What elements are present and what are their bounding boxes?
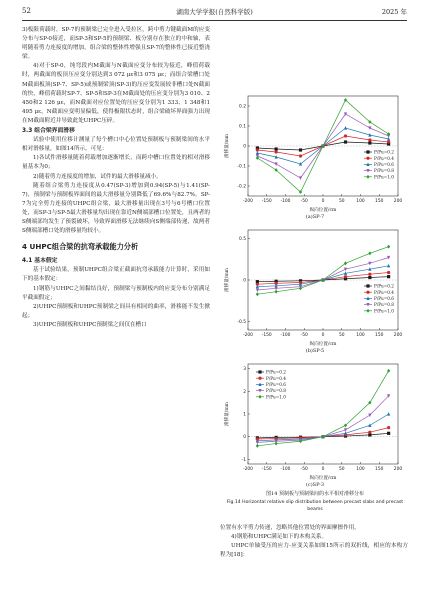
x-tick-label: 150: [375, 333, 384, 338]
y-tick-label: 1: [243, 412, 246, 418]
data-point: [344, 275, 347, 278]
y-tick-label: 0.1: [239, 124, 246, 130]
data-point: [368, 431, 371, 434]
data-point: [344, 134, 347, 137]
y-tick-label: 0.5: [239, 236, 246, 242]
x-tick-label: -100: [280, 333, 291, 338]
data-point: [368, 423, 371, 427]
x-tick-label: -150: [261, 199, 272, 204]
x-tick-label: 50: [338, 333, 345, 338]
legend-entry: [364, 162, 394, 167]
data-point: [256, 151, 259, 155]
data-point: [258, 377, 261, 380]
legend-entry: [364, 156, 394, 161]
data-point: [256, 292, 259, 296]
caption-cn: 图14 预制板与预制梁间的水平相对滑移分布: [266, 491, 364, 497]
paragraph: 2)UHPC预制板和UHPC预制梁之间具有相同的曲率，滑移能不发生掀起；: [22, 303, 210, 319]
x-tick-label: 150: [375, 467, 384, 472]
y-axis-label: 滑移量/mm: [225, 133, 230, 159]
section-heading: 3.3 组合梁界面滑移: [22, 128, 75, 135]
x-tick-label: -200: [243, 333, 253, 338]
x-tick-label: 50: [338, 199, 345, 204]
x-tick-label: 200: [393, 333, 403, 338]
data-point: [258, 370, 261, 373]
x-tick-label: -150: [261, 467, 272, 472]
data-point: [387, 426, 390, 429]
legend-label: P/Pu=0.6: [374, 296, 394, 301]
legend-entry: [364, 284, 394, 289]
y-axis-label: 滑移量/mm: [225, 401, 230, 427]
legend-entry: [256, 370, 286, 375]
data-point: [299, 148, 302, 151]
left-column: [22, 26, 210, 330]
y-tick-label: 3: [243, 367, 246, 373]
x-tick-label: -150: [261, 333, 272, 338]
paragraph: 位置有水平剪力传递，忽略其他位置处的界面摩擦作用。: [220, 525, 360, 531]
section-heading: 4.1 基本假定: [22, 258, 58, 265]
paragraph: 3)UHPC预制板和UHPC预制梁之间仅在槽口: [33, 321, 147, 328]
data-point: [275, 150, 278, 153]
legend-label: P/Pu=1.0: [374, 308, 394, 314]
panel-label-b: (b)SP-5: [305, 348, 325, 354]
legend-label: P/Pu=0.8: [374, 302, 394, 308]
legend-label: P/Pu=1.0: [374, 174, 394, 180]
figure-14: [222, 90, 408, 488]
data-point: [299, 154, 302, 157]
paragraph: 4)钢筋和UHPC满足如下的本构关系。: [231, 534, 328, 541]
data-point: [387, 271, 390, 274]
paragraph: 试验中使用位移计测量了每个槽口中心位置处预制板与预制梁间的水平相对滑移量，如图14所示。可见：: [22, 137, 210, 153]
journal-title: 湖南大学学报(自然科学版): [176, 8, 253, 16]
legend-entry: [364, 168, 394, 173]
data-point: [299, 176, 302, 180]
data-point: [366, 150, 369, 153]
x-tick-label: 100: [356, 333, 365, 338]
data-point: [275, 162, 278, 166]
data-point: [366, 175, 369, 179]
x-tick-label: -200: [243, 467, 253, 472]
x-tick-label: 200: [393, 467, 403, 472]
x-tick-label: -100: [280, 199, 291, 204]
y-tick-label: -0.1: [237, 164, 246, 170]
data-point: [275, 442, 278, 446]
data-point: [366, 157, 369, 160]
data-point: [275, 147, 278, 150]
data-point: [368, 276, 371, 279]
y-tick-label: 2: [243, 389, 246, 395]
legend-entry: [364, 150, 394, 155]
data-point: [387, 264, 390, 268]
legend-entry: [364, 308, 394, 313]
legend-label: P/Pu=0.8: [266, 388, 286, 394]
data-point: [275, 290, 278, 294]
legend-label: P/Pu=0.8: [374, 168, 394, 174]
legend-label: P/Pu=0.4: [374, 155, 394, 161]
legend-label: P/Pu=0.4: [374, 289, 394, 295]
legend-entry: [364, 290, 394, 295]
legend-label: P/Pu=0.6: [374, 162, 394, 167]
paragraph: 4)对于SP-0，纯弯段内M截面与N截面应变分布较为接近，峰值荷载时，两截面的板顶压应变分别达到3 072 με和3 075 με；而组合梁槽口处M截面板顶(SP-7、SP-5)或预制梁顶(SP-3)的压应变发展较非槽口处N截面的快，峰值荷载时SP-7、SP-5和SP-3在M截面处的压应变分别为3 010、2 450和2 126 με，而N截面对应位置处的压应变分别为1 333、1 348和1 495 με，N截面应变明显偏低，使得极限状态时，组合梁破坏界面强力出现在M截面附近并导致此处UHPC压碎。: [22, 63, 210, 124]
paragraph: 2)随着剪力连接度的增加，试件的最大滑移量减小。: [33, 173, 162, 180]
legend-label: P/Pu=1.0: [266, 394, 286, 400]
legend-label: P/Pu=0.2: [374, 149, 394, 155]
data-point: [344, 261, 347, 265]
x-tick-label: 100: [356, 199, 365, 204]
x-tick-label: -50: [300, 199, 308, 204]
y-tick-label: 0.2: [239, 104, 246, 110]
y-tick-label: 0: [243, 278, 246, 284]
journal-year: 2025 年: [381, 8, 407, 16]
paragraph: 1)各试件滑移量随着荷载增加逐渐增长，而跨中槽口位置处的相对滑移量基本为0；: [22, 155, 210, 171]
x-tick-label: 50: [338, 467, 345, 472]
data-point: [387, 245, 390, 249]
data-point: [368, 433, 371, 436]
chart-sp7: [222, 90, 408, 214]
x-tick-label: 150: [375, 199, 384, 204]
right-column: [220, 524, 408, 560]
header-rule: [22, 20, 407, 21]
chart-sp3: [222, 358, 408, 482]
y-tick-label: 0: [243, 435, 246, 441]
data-point: [387, 432, 390, 435]
legend-entry: [256, 394, 286, 399]
data-point: [366, 284, 369, 287]
section-heading: 4 UHPC组合梁的抗弯承载能力分析: [22, 242, 139, 252]
panel-label-a: (a)SP-7: [305, 214, 325, 220]
y-tick-label: -0.5: [237, 320, 246, 326]
data-point: [368, 141, 371, 144]
data-point: [366, 291, 369, 294]
figure-caption: [222, 491, 408, 514]
legend-label: P/Pu=0.6: [266, 382, 286, 387]
paragraph: UHPC单轴受压的应力-应变关系如图15所示的双折线，相应的本构方程为[18]：: [220, 543, 408, 559]
x-axis-label: 纵向位置/cm: [309, 476, 337, 481]
panel-label-c: (c)SP-3: [305, 482, 325, 488]
chart-sp5: [222, 224, 408, 348]
data-point: [344, 126, 347, 130]
x-tick-label: -50: [300, 333, 308, 338]
x-tick-label: 0: [321, 467, 325, 472]
data-point: [344, 140, 347, 143]
x-axis-label: 纵向位置/cm: [309, 208, 337, 213]
x-tick-label: -100: [280, 467, 291, 472]
legend-entry: [364, 174, 394, 179]
legend-entry: [256, 376, 286, 381]
paragraph: 1)钢筋与UHPC之间黏结良好，预制梁与预制板内的应变分布分别满足平截面假定；: [22, 285, 210, 301]
x-tick-label: -200: [243, 199, 253, 204]
legend-label: P/Pu=0.2: [374, 283, 394, 289]
data-point: [368, 138, 371, 141]
x-tick-label: 0: [321, 333, 325, 338]
data-point: [258, 395, 261, 399]
data-point: [387, 412, 390, 416]
page-header: [22, 5, 407, 17]
y-axis-label: 滑移量/mm: [225, 267, 230, 293]
data-point: [256, 444, 259, 448]
legend-entry: [364, 302, 394, 307]
caption-en: Fig.14 Horizontal relative slip distribution between precast slabs and precast beams: [226, 499, 404, 513]
legend-entry: [256, 382, 286, 387]
data-point: [368, 273, 371, 276]
legend-label: P/Pu=0.2: [266, 369, 286, 375]
y-tick-label: -1: [241, 457, 246, 463]
legend-entry: [256, 388, 286, 393]
x-tick-label: 200: [393, 199, 403, 204]
x-tick-label: 0: [321, 199, 325, 204]
paragraph: 随着组合梁剪力连接度从0.47(SP-3)增加到0.94(SP-5)与1.41(SP-7)，预制梁与预制板界面间的最大滑移量分别降低了69.6%与82.7%。SP-7为完全剪力连接的UHPC组合梁，最大滑移量出现在3号与6号槽口位置处，而SP-3与SP-5最大滑移量均出现在靠近N侧端部槽口位置处，且两者的S侧端部均发生了预裂破坏，导致界面滑移无法继续向S侧端部传递，故两者S侧端部槽口处的滑移量均较小。: [22, 182, 210, 235]
paragraph: 基于试验结果，预制UHPC组合梁正截面抗弯承载能力计算时，采用如下的基本假定：: [22, 267, 210, 283]
data-point: [387, 275, 390, 278]
page-number: 52: [22, 7, 31, 15]
x-tick-label: -50: [300, 467, 308, 472]
data-point: [387, 140, 390, 143]
legend-entry: [364, 296, 394, 301]
paragraph: 3)板限荷载时，SP-7的预制梁已完全进入受拉区，跨中剪力键截面M的应变分布与SP-0接近，而SP-3和SP-5的预制梁、板分别存在独立的中和轴，表明随着剪力连接度的增加，组合梁的整体性增强且SP-7的整体性已接近整浇梁。: [22, 27, 210, 61]
data-point: [368, 251, 371, 255]
x-tick-label: 100: [356, 467, 365, 472]
legend-label: P/Pu=0.4: [266, 375, 286, 381]
x-axis-label: 纵向位置/cm: [309, 342, 337, 347]
y-tick-label: -0.2: [237, 184, 246, 190]
y-tick-label: 0: [243, 144, 246, 150]
data-point: [366, 309, 369, 313]
data-point: [368, 414, 371, 418]
